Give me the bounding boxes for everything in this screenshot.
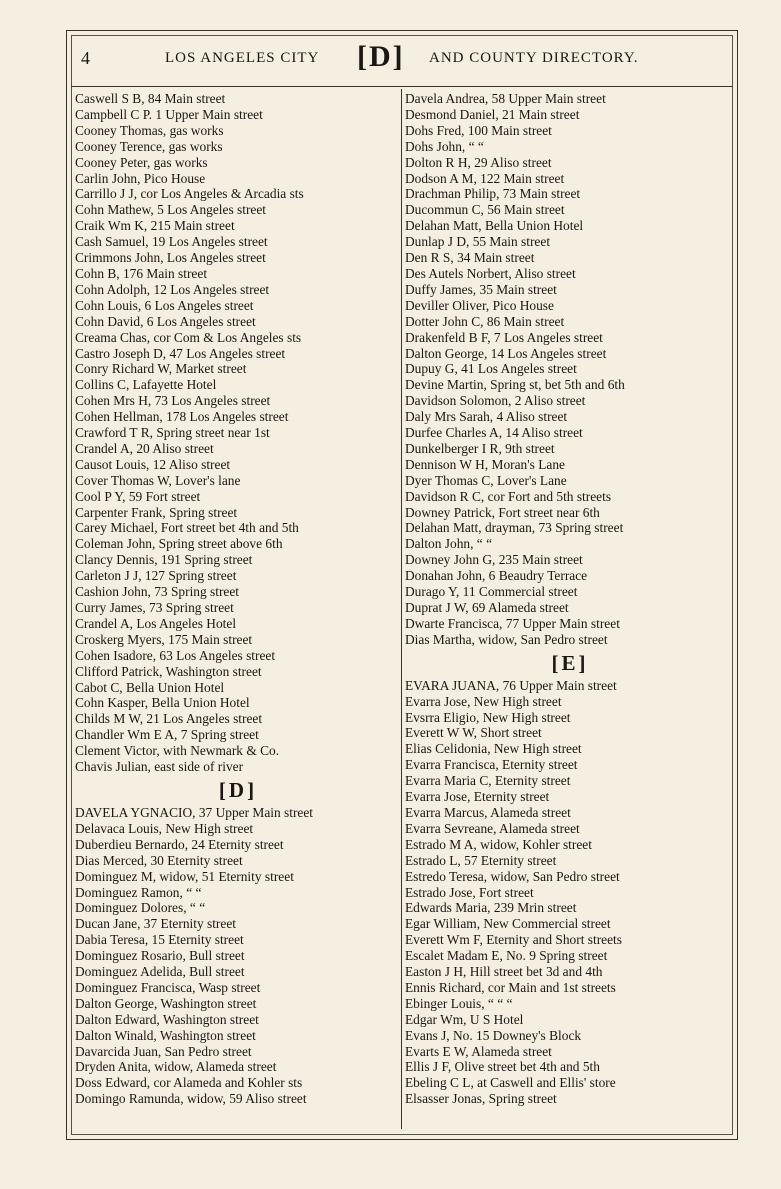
directory-entry: Cabot C, Bella Union Hotel [75, 679, 225, 695]
directory-entry: Crawford T R, Spring street near 1st [75, 425, 270, 441]
directory-entry: Dryden Anita, widow, Alameda street [75, 1059, 277, 1075]
directory-entry: Dalton George, Washington street [75, 995, 257, 1011]
directory-entry: Cohen Hellman, 178 Los Angeles street [75, 409, 289, 425]
directory-entry: Durago Y, 11 Commercial street [405, 584, 578, 600]
directory-entry: Dwarte Francisca, 77 Upper Main street [405, 615, 620, 631]
directory-entry: Easton J H, Hill street bet 3d and 4th [405, 964, 603, 980]
directory-entry: Cohn David, 6 Los Angeles street [75, 313, 256, 329]
page-number: 4 [81, 48, 91, 68]
column-divider [401, 89, 402, 1129]
directory-entry: Estrado L, 57 Eternity street [405, 852, 557, 868]
directory-entry: Estrado M A, widow, Kohler street [405, 836, 592, 852]
directory-entry: Cooney Peter, gas works [75, 154, 208, 170]
directory-entry: Durfee Charles A, 14 Aliso street [405, 425, 583, 441]
directory-entry: Elias Celidonia, New High street [405, 741, 582, 757]
directory-entry: Devine Martin, Spring st, bet 5th and 6th [405, 377, 625, 393]
directory-entry: Downey Patrick, Fort street near 6th [405, 504, 600, 520]
section-letter-heading: [D] [218, 777, 258, 802]
directory-entry: Cool P Y, 59 Fort street [75, 488, 201, 504]
directory-entry: Dalton John, “ “ [405, 536, 493, 552]
directory-entry: Collins C, Lafayette Hotel [75, 377, 217, 393]
directory-entry: Coleman John, Spring street above 6th [75, 536, 283, 552]
directory-entry: Delahan Matt, Bella Union Hotel [405, 218, 584, 234]
directory-entry: Duberdieu Bernardo, 24 Eternity street [75, 836, 284, 852]
directory-entry: Delavaca Louis, New High street [75, 820, 254, 836]
directory-entry: Dalton Edward, Washington street [75, 1011, 259, 1027]
directory-entry: Davidson R C, cor Fort and 5th streets [405, 488, 612, 504]
directory-entry: Ducommun C, 56 Main street [405, 202, 565, 218]
directory-entry: Cohn Louis, 6 Los Angeles street [75, 297, 254, 313]
directory-entry: Clancy Dennis, 191 Spring street [75, 552, 253, 568]
directory-entry: Escalet Madam E, No. 9 Spring street [405, 948, 608, 964]
directory-entry: Carrillo J J, cor Los Angeles & Arcadia sts [75, 186, 304, 202]
right-column [405, 91, 735, 1107]
directory-entry: Dabia Teresa, 15 Eternity street [75, 932, 244, 948]
directory-entry: Clifford Patrick, Washington street [75, 663, 262, 679]
directory-entry: Dias Merced, 30 Eternity street [75, 852, 243, 868]
header-title-right: AND COUNTY DIRECTORY. [429, 50, 639, 66]
directory-entry: Evans J, No. 15 Downey's Block [405, 1027, 582, 1043]
header-rule [71, 86, 733, 87]
directory-entry: Dalton George, 14 Los Angeles street [405, 345, 607, 361]
directory-entry: Estrado Jose, Fort street [405, 884, 534, 900]
directory-entry: Dohs John, “ “ [405, 138, 484, 154]
directory-entry: Davela Andrea, 58 Upper Main street [405, 91, 606, 106]
directory-entry: Desmond Daniel, 21 Main street [405, 106, 580, 122]
directory-entry: Campbell C P. 1 Upper Main street [75, 106, 263, 122]
directory-entry: Des Autels Norbert, Aliso street [405, 265, 576, 281]
directory-entry: Domingo Ramunda, widow, 59 Aliso street [75, 1091, 307, 1107]
directory-entry: Dominguez Ramon, “ “ [75, 884, 202, 900]
directory-entry: Donahan John, 6 Beaudry Terrace [405, 568, 588, 584]
directory-entry: Cohen Isadore, 63 Los Angeles street [75, 647, 276, 663]
page-header [67, 31, 737, 87]
directory-entry: Cohen Mrs H, 73 Los Angeles street [75, 393, 271, 409]
directory-entry: Elsasser Jonas, Spring street [405, 1091, 557, 1107]
directory-entry: Dunlap J D, 55 Main street [405, 234, 551, 250]
directory-entry: Carlin John, Pico House [75, 170, 206, 186]
directory-entry: Davidson Solomon, 2 Aliso street [405, 393, 586, 409]
directory-entry: Doss Edward, cor Alameda and Kohler sts [75, 1075, 303, 1091]
directory-entry: Ducan Jane, 37 Eternity street [75, 916, 237, 932]
directory-entry: Dodson A M, 122 Main street [405, 170, 565, 186]
directory-entry: Evarra Jose, New High street [405, 693, 562, 709]
directory-entry: Drachman Philip, 73 Main street [405, 186, 581, 202]
directory-entry: Dominguez Adelida, Bull street [75, 964, 245, 980]
directory-entry: Daly Mrs Sarah, 4 Aliso street [405, 409, 568, 425]
directory-entry: Chandler Wm E A, 7 Spring street [75, 727, 259, 743]
directory-entry: Dotter John C, 86 Main street [405, 313, 565, 329]
directory-entry: Den R S, 34 Main street [405, 250, 535, 266]
directory-entry: Edgar Wm, U S Hotel [405, 1011, 524, 1027]
directory-entry: EVARA JUANA, 76 Upper Main street [405, 677, 617, 693]
directory-entry: Dupuy G, 41 Los Angeles street [405, 361, 577, 377]
directory-entry: Cohn Mathew, 5 Los Angeles street [75, 202, 267, 218]
directory-entry: Clement Victor, with Newmark & Co. [75, 743, 280, 759]
directory-entry: Dyer Thomas C, Lover's Lane [405, 472, 567, 488]
directory-entry: Crimmons John, Los Angeles street [75, 250, 266, 266]
directory-entry: Edwards Maria, 239 Mrin street [405, 900, 577, 916]
directory-entry: Deviller Oliver, Pico House [405, 297, 554, 313]
directory-entry: Everett W W, Short street [405, 725, 542, 741]
directory-entry: Ellis J F, Olive street bet 4th and 5th [405, 1059, 600, 1075]
directory-entry: Dias Martha, widow, San Pedro street [405, 631, 608, 647]
directory-entry: Delahan Matt, drayman, 73 Spring street [405, 520, 624, 536]
directory-entry: Everett Wm F, Eternity and Short streets [405, 932, 622, 948]
directory-entry: Ennis Richard, cor Main and 1st streets [405, 979, 616, 995]
left-column [75, 91, 401, 1107]
directory-page [66, 30, 738, 1140]
directory-entry: Dominguez M, widow, 51 Eternity street [75, 868, 294, 884]
directory-entry: Evarra Marcus, Alameda street [405, 804, 571, 820]
directory-entry: Cohn Kasper, Bella Union Hotel [75, 695, 250, 711]
directory-entry: Causot Louis, 12 Aliso street [75, 456, 231, 472]
header-section-letter: [D] [357, 40, 405, 73]
directory-entry: Carey Michael, Fort street bet 4th and 5th [75, 520, 299, 536]
directory-entry: Crandel A, 20 Aliso street [75, 440, 214, 456]
directory-entry: Dominguez Rosario, Bull street [75, 948, 245, 964]
directory-entry: Cash Samuel, 19 Los Angeles street [75, 234, 268, 250]
directory-entry: Carleton J J, 127 Spring street [75, 568, 237, 584]
directory-entry: Craik Wm K, 215 Main street [75, 218, 235, 234]
directory-entry: Dalton Winald, Washington street [75, 1027, 256, 1043]
directory-entry: Creama Chas, cor Com & Los Angeles sts [75, 329, 302, 345]
directory-entry: Dohs Fred, 100 Main street [405, 122, 552, 138]
directory-entry: Evarra Sevreane, Alameda street [405, 820, 580, 836]
directory-entry: Cooney Thomas, gas works [75, 122, 224, 138]
directory-entry: Croskerg Myers, 175 Main street [75, 631, 253, 647]
directory-entry: Castro Joseph D, 47 Los Angeles street [75, 345, 286, 361]
directory-entry: Cashion John, 73 Spring street [75, 584, 240, 600]
directory-entry: Drakenfeld B F, 7 Los Angeles street [405, 329, 603, 345]
directory-entry: Duprat J W, 69 Alameda street [405, 600, 569, 615]
directory-entry: Conry Richard W, Market street [75, 361, 247, 377]
directory-entry: Caswell S B, 84 Main street [75, 91, 226, 106]
header-title-left: LOS ANGELES CITY [165, 50, 320, 66]
directory-entry: Dominguez Dolores, “ “ [75, 900, 206, 916]
directory-entry: Evarra Jose, Eternity street [405, 789, 550, 805]
directory-entry: Curry James, 73 Spring street [75, 600, 234, 615]
directory-entry: Evsrra Eligio, New High street [405, 709, 571, 725]
directory-entry: Dennison W H, Moran's Lane [405, 456, 565, 472]
directory-entry: Chavis Julian, east side of river [75, 759, 244, 775]
directory-entry: Crandel A, Los Angeles Hotel [75, 615, 237, 631]
directory-entry: Cohn Adolph, 12 Los Angeles street [75, 281, 270, 297]
directory-entry: DAVELA YGNACIO, 37 Upper Main street [75, 804, 314, 820]
directory-entry: Dolton R H, 29 Aliso street [405, 154, 552, 170]
directory-entry: Evarra Maria C, Eternity street [405, 773, 571, 789]
directory-entry: Davarcida Juan, San Pedro street [75, 1043, 252, 1059]
directory-entry: Egar William, New Commercial street [405, 916, 611, 932]
directory-entry: Cover Thomas W, Lover's lane [75, 472, 241, 488]
directory-entry: Cohn B, 176 Main street [75, 265, 208, 281]
directory-entry: Downey John G, 235 Main street [405, 552, 583, 568]
directory-entry: Carpenter Frank, Spring street [75, 504, 238, 520]
directory-entry: Ebeling C L, at Caswell and Ellis' store [405, 1075, 616, 1091]
directory-entry: Evarra Francisca, Eternity street [405, 757, 578, 773]
directory-entry: Ebinger Louis, “ “ “ [405, 995, 513, 1011]
directory-entry: Evarts E W, Alameda street [405, 1043, 552, 1059]
directory-entry: Childs M W, 21 Los Angeles street [75, 711, 263, 727]
directory-entry: Dunkelberger I R, 9th street [405, 440, 555, 456]
directory-entry: Dominguez Francisca, Wasp street [75, 979, 261, 995]
directory-entry: Estredo Teresa, widow, San Pedro street [405, 868, 620, 884]
directory-entry: Cooney Terence, gas works [75, 138, 223, 154]
directory-entry: Duffy James, 35 Main street [405, 281, 557, 297]
section-letter-heading: [E] [551, 650, 589, 675]
